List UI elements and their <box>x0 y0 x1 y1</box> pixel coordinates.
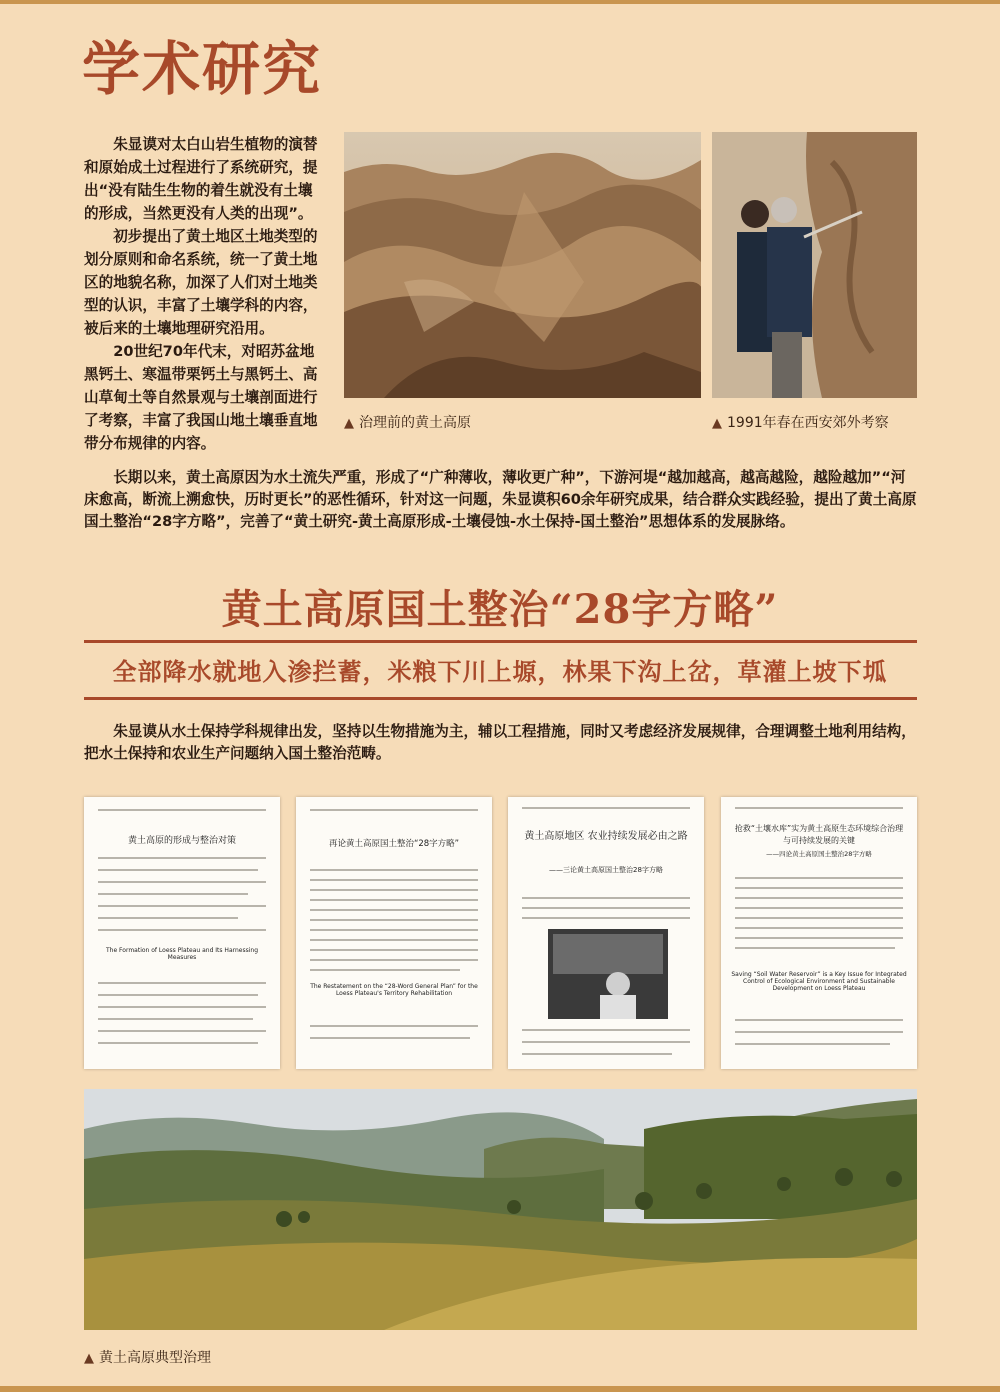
paper-title: 黄土高原地区 农业持续发展必由之路 <box>524 831 688 842</box>
triangle-icon: ▲ <box>712 416 722 431</box>
bottom-edge-stripe <box>0 1386 1000 1392</box>
paper-subtitle: ——三论黄土高原国土整治28字方略 <box>549 866 663 874</box>
caption-text: 1991年春在西安郊外考察 <box>727 415 889 431</box>
paper-thumbnail <box>84 797 280 1069</box>
photo-caption <box>84 1347 211 1367</box>
caption-text: 黄土高原典型治理 <box>99 1350 211 1366</box>
top-edge-stripe <box>0 0 1000 4</box>
divider-rule <box>84 697 917 700</box>
approach-paragraph: 朱显谟从水土保持学科规律出发，坚持以生物措施为主，辅以工程措施，同时又考虑经济发展规律，合理调整土地利用结构，把水土保持和农业生产问题纳入国土整治范畴。 <box>84 723 916 762</box>
paper-title: 再论黄土高原国土整治“28字方略” <box>328 839 460 849</box>
paper-english-title: The Formation of Loess Plateau and Its Harnessing Measures <box>105 947 259 961</box>
typical-treatment-photo <box>84 1089 917 1330</box>
paper-thumbnail <box>296 797 492 1069</box>
intro-paragraph: 朱显谟对太白山岩生植物的演替和原始成土过程进行了系统研究，提出“没有陆生生物的着生就没有土壤的形成，当然更没有人类的出现”。 <box>84 136 318 222</box>
page-title: 学术研究 <box>82 35 323 103</box>
strategy-28-text: 全部降水就地入渗拦蓄，米粮下川上塬，林果下沟上岔，草灌上坡下坬 <box>112 658 888 686</box>
photo-caption <box>712 412 889 432</box>
paper-subtitle: ——四论黄土高原国土整治28字方略 <box>766 850 872 858</box>
field-survey-photo <box>712 132 917 398</box>
intro-text <box>84 133 324 455</box>
intro-paragraph: 初步提出了黄土地区土地类型的划分原则和命名系统，统一了黄土地区的地貌名称，加深了人们对土地类型的认识，丰富了土壤学科的内容，被后来的土壤地理研究沿用。 <box>84 228 318 337</box>
history-paragraph: 长期以来，黄土高原因为水土流失严重，形成了“广种薄收，薄收更广种”，下游河堤“越加越高，越高越险，越险越加”“河床愈高，断流上溯愈快，历时更长”的恶性循环，针对这一问题，朱显谟积60余年研究成果，结合群众实践经验，提出了黄土高原国土整治“28字方略”，完善了“黄土研究-黄土高原形成-土壤侵蚀-水土保持-国土整治”思想体系的发展脉络。 <box>84 469 917 530</box>
divider-rule <box>84 640 917 643</box>
triangle-icon: ▲ <box>344 416 354 431</box>
paper-english-title: Saving “Soil Water Reservoir” is a Key Issue for Integrated Control of Ecological Environment and Sustainable Development on Loess Plateau <box>731 971 907 992</box>
caption-text: 治理前的黄土高原 <box>359 415 471 431</box>
paper-english-title: The Restatement on the “28-Word General Plan” for the Loess Plateau's Territory Rehabilitation <box>310 983 478 997</box>
paper-thumbnail <box>721 797 917 1069</box>
portrait-photo <box>548 929 668 1019</box>
photo-caption <box>344 412 471 432</box>
triangle-icon: ▲ <box>84 1351 94 1366</box>
loess-plateau-photo <box>344 132 701 398</box>
section-title: 黄土高原国土整治“28字方略” <box>221 586 779 633</box>
paper-thumbnail <box>508 797 704 1069</box>
paper-title: 抢救“土壤水库”实为黄土高原生态环境综合治理与可持续发展的关键 <box>734 824 904 845</box>
paper-title: 黄土高原的形成与整治对策 <box>127 836 236 846</box>
intro-paragraph: 20世纪70年代末，对昭苏盆地黑钙土、寒温带栗钙土与黑钙土、高山草甸土等自然景观与土壤剖面进行了考察，丰富了我国山地土壤垂直地带分布规律的内容。 <box>84 343 318 452</box>
